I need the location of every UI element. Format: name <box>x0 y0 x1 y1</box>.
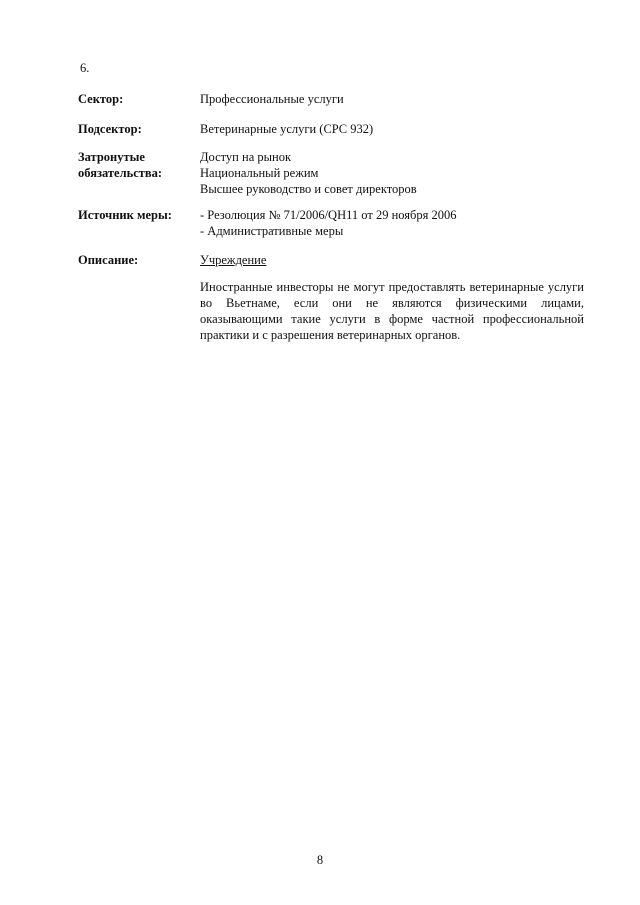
sector-label: Сектор: <box>78 92 124 106</box>
source-values <box>200 207 584 239</box>
obligations-label <box>78 149 198 181</box>
section-number: 6. <box>80 61 90 75</box>
obligations-values <box>200 149 584 197</box>
obligations-label-line1: Затронутые <box>78 150 145 164</box>
subsector-label: Подсектор: <box>78 122 142 136</box>
subsector-value: Ветеринарные услуги (CPC 932) <box>200 122 374 136</box>
obligation-item: Доступ на рынок <box>200 150 292 164</box>
sector-value: Профессиональные услуги <box>200 92 344 106</box>
obligations-label-line2: обязательства: <box>78 166 163 180</box>
source-label: Источник меры: <box>78 208 172 222</box>
description-label: Описание: <box>78 253 139 267</box>
description-text: Иностранные инвесторы не могут предоставлять ветеринарные услуги во Вьетнаме, если они не являются физическими лицами, оказывающими такие услуги в форме частной профессиональной практики и с разрешения ветеринарных органов. <box>200 280 584 342</box>
source-item: - Резолюция № 71/2006/QH11 от 29 ноября 2006 <box>200 208 457 222</box>
description-heading: Учреждение <box>200 253 267 267</box>
page-number: 8 <box>316 853 324 867</box>
obligation-item: Национальный режим <box>200 166 319 180</box>
source-item: - Административные меры <box>200 224 344 238</box>
obligation-item: Высшее руководство и совет директоров <box>200 182 417 196</box>
